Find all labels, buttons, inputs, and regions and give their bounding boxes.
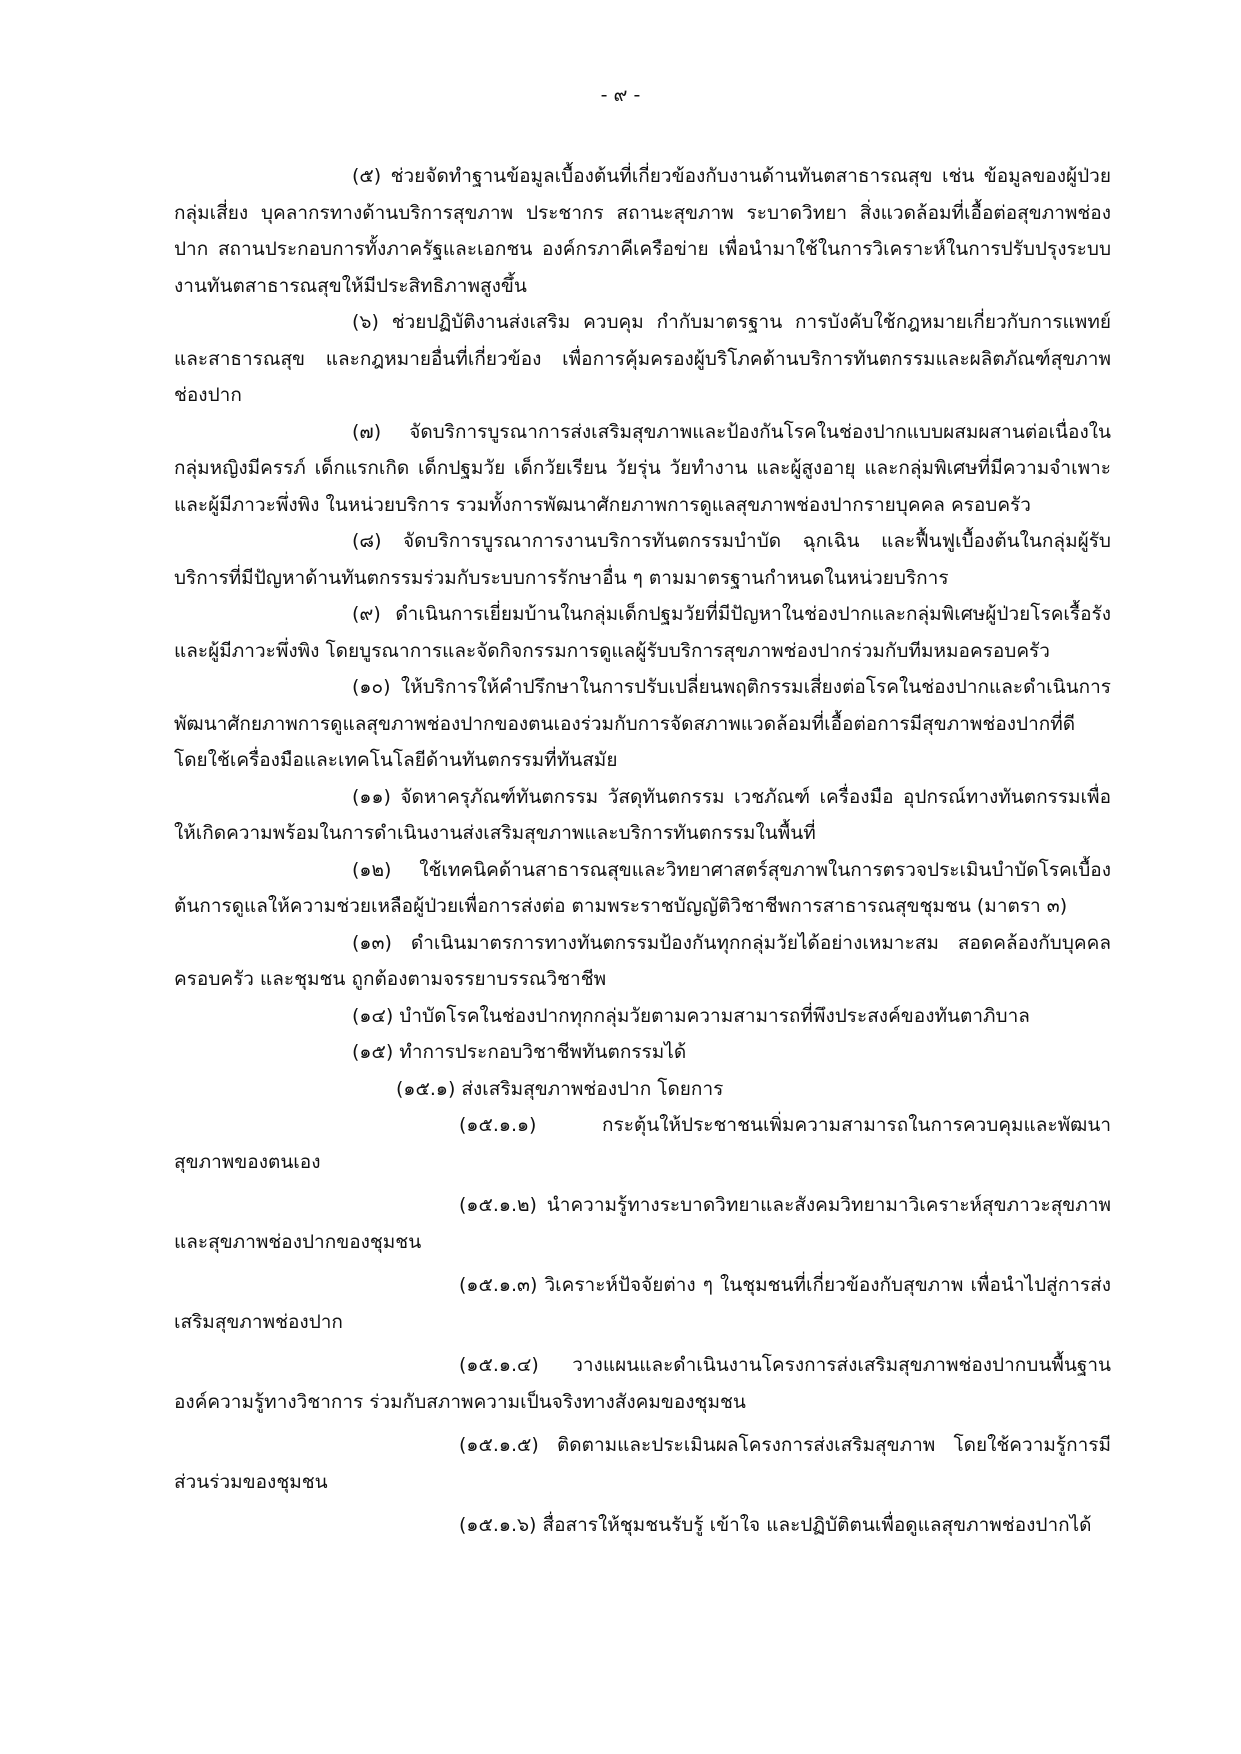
subitem-15-1-4: (๑๕.๑.๔) วางแผนและดำเนินงานโครงการส่งเสริมสุขภาพช่องปากบนพื้นฐานองค์ความรู้ทางวิชาการ ร่วมกับสภาพความเป็นจริงทางสังคมของชุมชน (174, 1354, 1111, 1413)
subitem-15-1-3: (๑๕.๑.๓) วิเคราะห์ปัจจัยต่าง ๆ ในชุมชนที่เกี่ยวข้องกับสุขภาพ เพื่อนำไปสู่การส่งเสริมสุขภาพช่องปาก (174, 1274, 1111, 1333)
paragraph-item-9: (๙) ดำเนินการเยี่ยมบ้านในกลุ่มเด็กปฐมวัยที่มีปัญหาในช่องปากและกลุ่มพิเศษผู้ป่วยโรคเรื้อรัง และผู้มีภาวะพึ่งพิง โดยบูรณาการและจัดกิจกรรมการดูแลผู้รับบริการสุขภาพช่องปากร่วมกับทีมหมอครอบครัว (174, 603, 1111, 662)
paragraph-item-14: (๑๔) บำบัดโรคในช่องปากทุกกลุ่มวัยตามความสามารถที่พึงประสงค์ของทันตาภิบาล (352, 1004, 1030, 1027)
document-body (174, 158, 1111, 1544)
paragraph-item-5: (๕) ช่วยจัดทำฐานข้อมูลเบื้องต้นที่เกี่ยวข้องกับงานด้านทันตสาธารณสุข เช่น ข้อมูลของผู้ป่วย กลุ่มเสี่ยง บุคลากรทางด้านบริการสุขภาพ ประชากร สถานะสุขภาพ ระบาดวิทยา สิ่งแวดล้อมที่เอื้อต่อสุขภาพช่องปาก สถานประกอบการทั้งภาครัฐและเอกชน องค์กรภาคีเครือข่าย เพื่อนำมาใช้ในการวิเคราะห์ในการปรับปรุงระบบงานทันตสาธารณสุขให้มีประสิทธิภาพสูงขึ้น (174, 165, 1111, 297)
paragraph-item-8: (๘) จัดบริการบูรณาการงานบริการทันตกรรมบำบัด ฉุกเฉิน และฟื้นฟูเบื้องต้นในกลุ่มผู้รับบริการที่มีปัญหาด้านทันตกรรมร่วมกับระบบการรักษาอื่น ๆ ตามมาตรฐานกำหนดในหน่วยบริการ (174, 530, 1111, 589)
subitem-15-1: (๑๕.๑) ส่งเสริมสุขภาพช่องปาก โดยการ (396, 1077, 724, 1100)
subitem-15-1-5: (๑๕.๑.๕) ติดตามและประเมินผลโครงการส่งเสริมสุขภาพ โดยใช้ความรู้การมีส่วนร่วมของชุมชน (174, 1434, 1111, 1493)
paragraph-item-7: (๗) จัดบริการบูรณาการส่งเสริมสุขภาพและป้องกันโรคในช่องปากแบบผสมผสานต่อเนื่องในกลุ่มหญิงมีครรภ์ เด็กแรกเกิด เด็กปฐมวัย เด็กวัยเรียน วัยรุ่น วัยทำงาน และผู้สูงอายุ และกลุ่มพิเศษที่มีความจำเพาะและผู้มีภาวะพึ่งพิง ในหน่วยบริการ รวมทั้งการพัฒนาศักยภาพการดูแลสุขภาพช่องปากรายบุคคล ครอบครัว (174, 420, 1111, 516)
subitem-15-1-6: (๑๕.๑.๖) สื่อสารให้ชุมชนรับรู้ เข้าใจ และปฏิบัติตนเพื่อดูแลสุขภาพช่องปากได้ (459, 1514, 1092, 1536)
subitem-15-1-2: (๑๕.๑.๒) นำความรู้ทางระบาดวิทยาและสังคมวิทยามาวิเคราะห์สุขภาวะสุขภาพและสุขภาพช่องปากของชุมชน (174, 1194, 1111, 1253)
paragraph-item-10: (๑๐) ให้บริการให้คำปรึกษาในการปรับเปลี่ยนพฤติกรรมเสี่ยงต่อโรคในช่องปากและดำเนินการพัฒนาศักยภาพการดูแลสุขภาพช่องปากของตนเองร่วมกับการจัดสภาพแวดล้อมที่เอื้อต่อการมีสุขภาพช่องปากที่ดี โดยใช้เครื่องมือและเทคโนโลยีด้านทันตกรรมที่ทันสมัย (174, 676, 1111, 771)
paragraph-item-12: (๑๒) ใช้เทคนิคด้านสาธารณสุขและวิทยาศาสตร์สุขภาพในการตรวจประเมินบำบัดโรคเบื้องต้นการดูแลให้ความช่วยเหลือผู้ป่วยเพื่อการส่งต่อ ตามพระราชบัญญัติวิชาชีพการสาธารณสุขชุมชน (มาตรา ๓) (174, 858, 1111, 917)
page-number: - ๙ - (600, 84, 641, 106)
paragraph-item-6: (๖) ช่วยปฏิบัติงานส่งเสริม ควบคุม กำกับมาตรฐาน การบังคับใช้กฎหมายเกี่ยวกับการแพทย์และสาธารณสุข และกฎหมายอื่นที่เกี่ยวข้อง เพื่อการคุ้มครองผู้บริโภคด้านบริการทันตกรรมและผลิตภัณฑ์สุขภาพช่องปาก (174, 311, 1111, 406)
subitem-15-1-1: (๑๕.๑.๑) กระตุ้นให้ประชาชนเพิ่มความสามารถในการควบคุมและพัฒนาสุขภาพของตนเอง (174, 1114, 1111, 1173)
paragraph-item-15: (๑๕) ทำการประกอบวิชาชีพทันตกรรมได้ (352, 1041, 687, 1063)
paragraph-item-11: (๑๑) จัดหาครุภัณฑ์ทันตกรรม วัสดุทันตกรรม เวชภัณฑ์ เครื่องมือ อุปกรณ์ทางทันตกรรมเพื่อให้เกิดความพร้อมในการดำเนินงานส่งเสริมสุขภาพและบริการทันตกรรมในพื้นที่ (174, 785, 1111, 844)
paragraph-item-13: (๑๓) ดำเนินมาตรการทางทันตกรรมป้องกันทุกกลุ่มวัยได้อย่างเหมาะสม สอดคล้องกับบุคคล ครอบครัว และชุมชน ถูกต้องตามจรรยาบรรณวิชาชีพ (174, 931, 1111, 990)
